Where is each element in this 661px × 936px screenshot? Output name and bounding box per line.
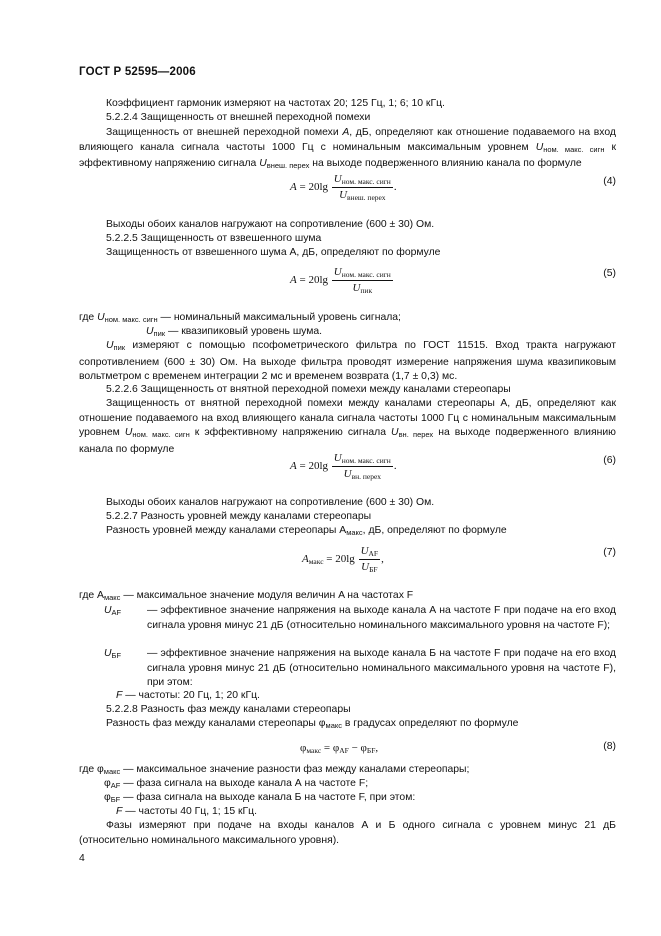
formula-8: $\varphi_{макс} = \varphi_{AF} - \varphi_{БF}$, [300, 742, 379, 755]
where-8-line-3: $\varphi_{БF}$ — фаза сигнала на выходе канала Б на частоте F, при этом: [104, 792, 416, 804]
standard-header: ГОСТ Р 52595—2006 [79, 66, 196, 78]
page-number: 4 [79, 853, 85, 864]
where-7-ubf-symbol: $U_{БF}$ [104, 648, 122, 660]
paragraph-weighted-noise: Защищенность от взвешенного шума A, дБ, определяют по формуле [106, 247, 441, 258]
where-7-frequencies: F — частоты: 20 Гц, 1; 20 кГц. [116, 690, 260, 701]
formula-4: A = 20lg $\frac{U_{ном. макс. сигн}}{U_{внеш. перех}}$ . [290, 173, 397, 202]
where-8-line-4: F — частоты 40 Гц, 1; 15 кГц. [116, 806, 258, 817]
equation-number-8: (8) [603, 741, 616, 752]
where-5-line-1: где $U_{ном. макс. сигн}$ — номинальный максимальный уровень сигнала; [79, 312, 401, 324]
paragraph-harmonics: Коэффициент гармоник измеряют на частотах 20; 125 Гц, 1; 6; 10 кГц. [106, 98, 445, 109]
section-5-2-2-5: 5.2.2.5 Защищенность от взвешенного шума [106, 233, 322, 244]
paragraph-level-difference: Разность уровней между каналами стереопары $A_{макс}$, дБ, определяют по формуле [106, 525, 507, 537]
formula-6: A = 20lg $\frac{U_{ном. макс. сигн}}{U_{вн. перех}}$ . [290, 452, 397, 481]
paragraph-load-2: Выходы обоих каналов нагружают на сопротивление (600 ± 30) Ом. [106, 497, 435, 508]
where-7-ubf-desc: — эффективное значение напряжения на выходе канала Б на частоте F при подаче на его вход сигнала уровня минус 21 дБ (относительно номинального максимального уровня на частоте F), при этом: [147, 648, 616, 689]
where-7-uaf-symbol: $U_{AF}$ [104, 605, 122, 617]
paragraph-external-crosstalk: Защищенность от внешней переходной помехи A, дБ, определяют как отношение подаваемого на вход влияющего канала сигнала частоты 1000 Гц с номинальным максимальным уровнем $U_{ном. макс. сигн}$ к эффективному напряжению сигнала $U_{внеш. перех}$ на выходе подверженного влиянию канала по формуле [79, 127, 616, 171]
section-5-2-2-8: 5.2.2.8 Разность фаз между каналами стереопары [106, 704, 351, 715]
where-5-line-2: $U_{пик}$ — квазипиковый уровень шума. [146, 326, 323, 338]
paragraph-phase-difference: Разность фаз между каналами стереопары $\varphi_{макс}$ в градусах определяют по формуле [106, 718, 519, 730]
where-8-line-1: где $\varphi_{макс}$ — максимальное значение разности фаз между каналами стереопары; [79, 764, 470, 776]
equation-number-4: (4) [603, 176, 616, 187]
section-5-2-2-6: 5.2.2.6 Защищенность от внятной переходной помехи между каналами стереопары [106, 384, 511, 395]
equation-number-5: (5) [603, 268, 616, 279]
paragraph-intelligible-crosstalk: Защищенность от внятной переходной помехи между каналами стереопары A, дБ, определяют как отношение подаваемого на вход влияющего канала сигнала частоты 1000 Гц с номинальным максимальным уровнем $U_{ном. макс. сигн}$ к эффективному напряжению сигнала $U_{вн. перех}$ на выходе подверженного влиянию канала по формуле [79, 398, 616, 455]
paragraph-phase-measurement: Фазы измеряют при подаче на входы каналов А и Б одного сигнала с уровнем минус 21 дБ (относительно номинального максимального уровня). [79, 820, 616, 846]
equation-number-6: (6) [603, 455, 616, 466]
where-7-line-1: где $A_{макс}$ — максимальное значение модуля величин A на частотах F [79, 590, 414, 602]
paragraph-load-1: Выходы обоих каналов нагружают на сопротивление (600 ± 30) Ом. [106, 219, 435, 230]
where-8-line-2: $\varphi_{AF}$ — фаза сигнала на выходе канала А на частоте F; [104, 778, 369, 790]
formula-7: $A_{макс} = 20\lg$ $\frac{U_{AF}}{U_{БF}}$ , [302, 545, 384, 574]
equation-number-7: (7) [603, 547, 616, 558]
formula-5: A = 20lg $\frac{U_{ном. макс. сигн}}{U_{пик}}$ [290, 266, 391, 295]
where-7-uaf-desc: — эффективное значение напряжения на выходе канала А на частоте F при подаче на его вход сигнала уровня минус 21 дБ (относительно номинального максимального уровня на частоте F); [147, 605, 616, 631]
section-5-2-2-4: 5.2.2.4 Защищенность от внешней переходной помехи [106, 112, 371, 123]
section-5-2-2-7: 5.2.2.7 Разность уровней между каналами стереопары [106, 511, 372, 522]
paragraph-psophometric: $U_{пик}$ измеряют с помощью псофометрического фильтра по ГОСТ 11515. Вход тракта нагружают сопротивлением (600 ± 30) Ом. На выходе фильтра проводят измерение напряжения шума квазипиковым вольтметром с временем интеграции 2 мс и временем возврата (1,7 ± 0,3) мс. [79, 340, 616, 383]
